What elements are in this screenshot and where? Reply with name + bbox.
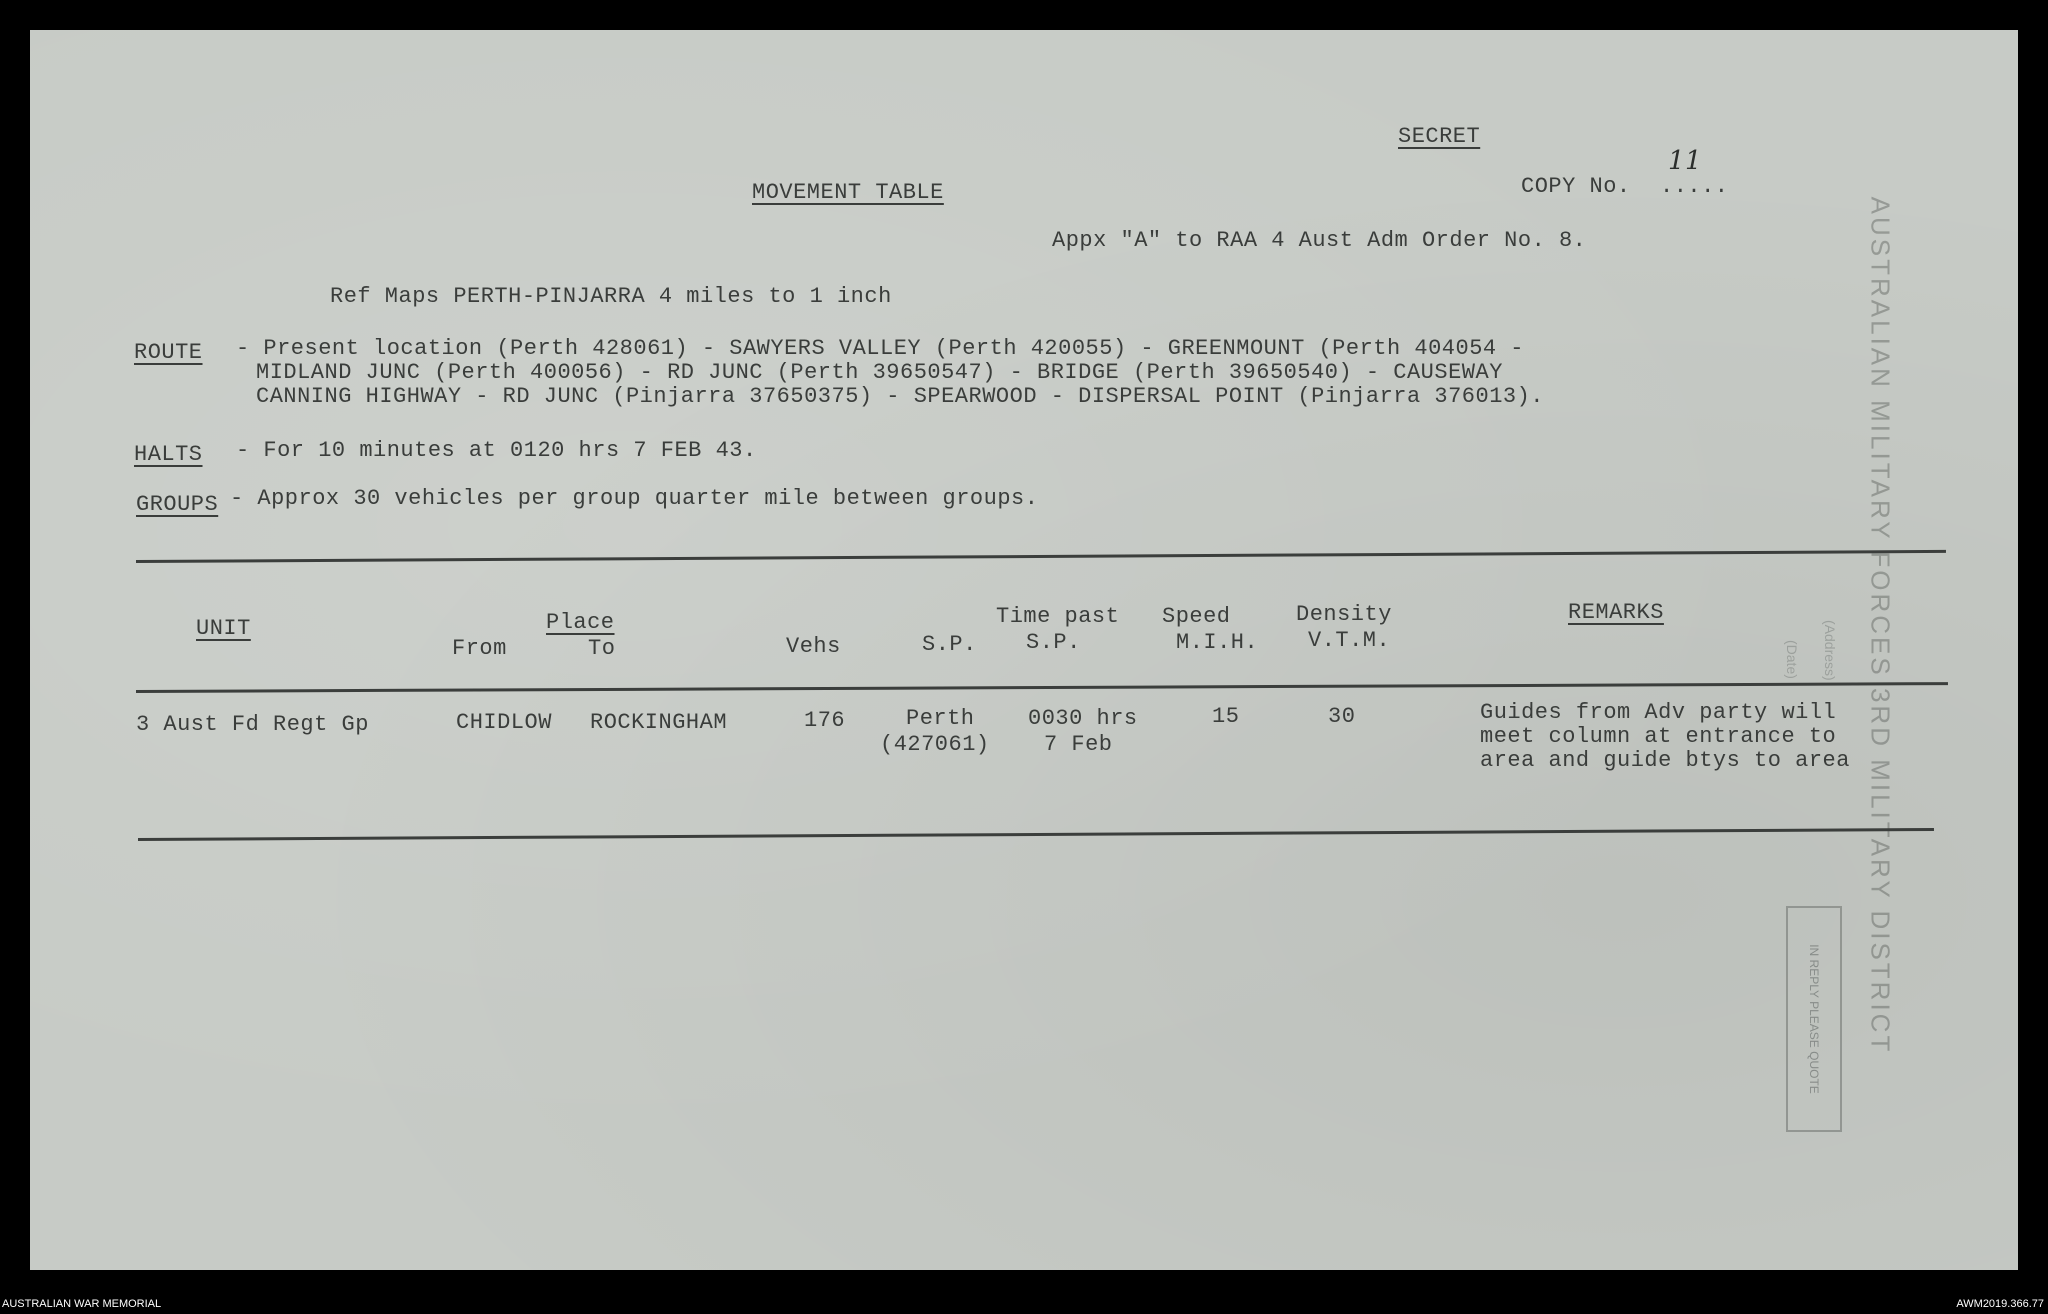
footer-source: AUSTRALIAN WAR MEMORIAL [2,1298,162,1310]
col-header-vehs: Vehs [786,634,841,659]
route-line-1: - Present location (Perth 428061) - SAWYERS VALLEY (Perth 420055) - GREENMOUNT (Perth 404054 - [236,336,1525,361]
col-header-remarks: REMARKS [1568,600,1664,625]
copy-number-dots: ..... [1660,174,1729,199]
col-header-speed-unit: M.I.H. [1176,630,1259,655]
copy-number-handwritten: 11 [1668,146,1703,176]
col-header-time-past: Time past [996,604,1120,629]
row-from: CHIDLOW [456,710,552,735]
groups-label: GROUPS [136,492,219,517]
row-time-2: 7 Feb [1044,732,1113,757]
col-header-to: To [588,636,616,661]
bleed-through-box: IN REPLY PLEASE QUOTE [1786,906,1842,1132]
route-line-2: MIDLAND JUNC (Perth 400056) - RD JUNC (Perth 39650547) - BRIDGE (Perth 39650540) - CAUSEWAY [256,360,1503,385]
row-remarks-3: area and guide btys to area [1480,748,1850,773]
ref-maps: Ref Maps PERTH-PINJARRA 4 miles to 1 inch [330,284,892,309]
classification-secret: SECRET [1398,124,1481,149]
halts-text: - For 10 minutes at 0120 hrs 7 FEB 43. [236,438,757,463]
col-header-time-sp: S.P. [1026,630,1081,655]
appendix-reference: Appx "A" to RAA 4 Aust Adm Order No. 8. [1052,228,1587,253]
col-header-from: From [452,636,507,661]
col-header-unit: UNIT [196,616,251,641]
row-density: 30 [1328,704,1356,729]
col-header-speed: Speed [1162,604,1231,629]
document-title: MOVEMENT TABLE [752,180,944,205]
bleed-through-stamp: AUSTRALIAN MILITARY FORCES 3RD MILITARY DISTRICT [1865,196,1896,1054]
route-label: ROUTE [134,340,203,365]
row-remarks-2: meet column at entrance to [1480,724,1837,749]
document-page [30,30,2018,1270]
row-vehs: 176 [804,708,846,733]
col-header-density-unit: V.T.M. [1308,628,1391,653]
row-to: ROCKINGHAM [590,710,728,735]
footer-accession-number: AWM2019.366.77 [1956,1298,2044,1310]
row-unit: 3 Aust Fd Regt Gp [136,712,369,737]
row-sp-2: (427061) [880,732,990,757]
copy-number-label: COPY No. [1521,174,1631,199]
route-line-3: CANNING HIGHWAY - RD JUNC (Pinjarra 37650375) - SPEARWOOD - DISPERSAL POINT (Pinjarra 376013). [256,384,1545,409]
col-header-place: Place [546,610,615,635]
col-header-density: Density [1296,602,1392,627]
col-header-sp: S.P. [922,632,977,657]
row-remarks-1: Guides from Adv party will [1480,700,1837,725]
groups-text: - Approx 30 vehicles per group quarter mile between groups. [230,486,1039,511]
row-sp-1: Perth [906,706,975,731]
bleed-through-mark: (Address) [1822,620,1838,681]
halts-label: HALTS [134,442,203,467]
bleed-through-mark: (Date) [1784,640,1800,679]
row-time-1: 0030 hrs [1028,706,1138,731]
row-speed: 15 [1212,704,1240,729]
